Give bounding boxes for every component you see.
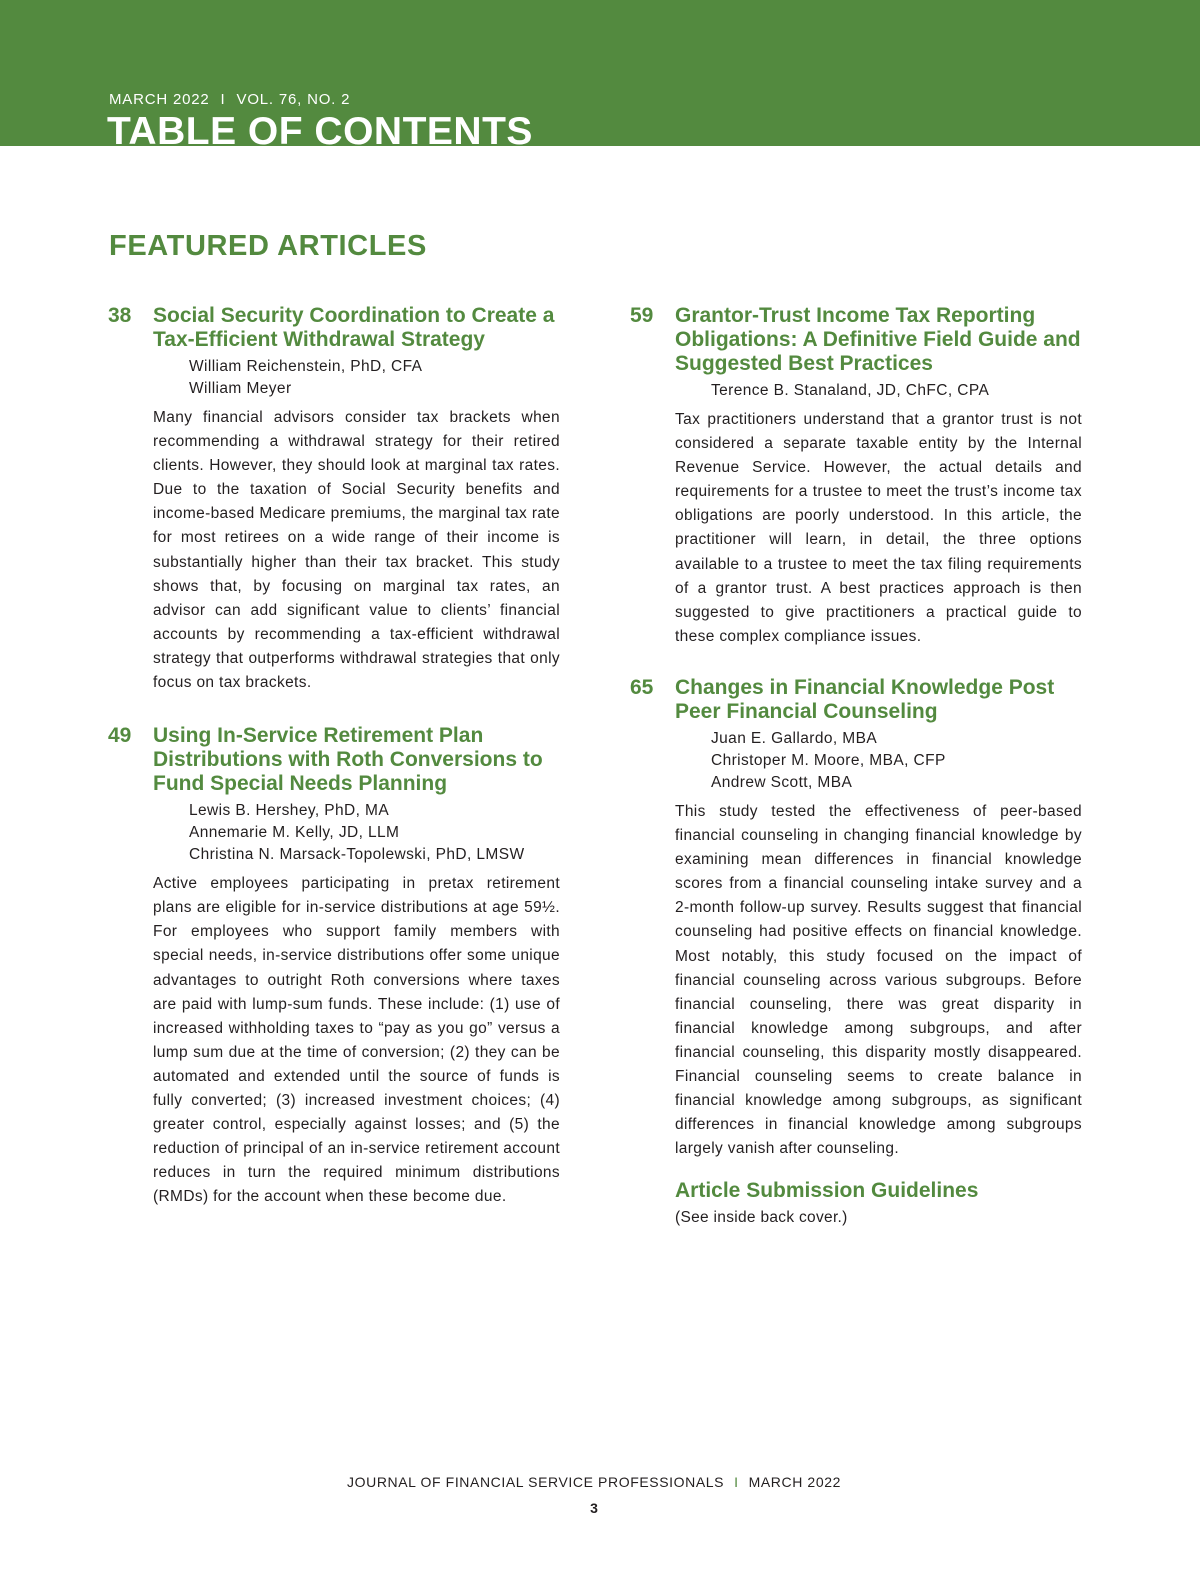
right-column xyxy=(630,304,1082,1229)
article-title[interactable]: Social Security Coordination to Create a Tax-Efficient Withdrawal Strategy xyxy=(153,304,555,351)
article-entry[interactable] xyxy=(630,304,1082,649)
article-abstract: Active employees participating in pretax retirement plans are eligible for in-service distributions at age 59½. For employees who support family members with special needs, in-service distributions offer some unique advantages to outright Roth conversions where taxes are paid with lump-sum funds. These include: (1) use of increased withholding taxes to “pay as you go” versus a lump sum due at the time of conversion; (2) they can be automated and extended until the source of funds is fully converted; (3) increased investment choices; (4) greater control, especially against losses; and (5) the reduction of principal of an in-service retirement account reduces in turn the required minimum distributions (RMDs) for the account when these become due. xyxy=(153,875,560,1206)
author-name: Christina N. Marsack-Topolewski, PhD, LMSW xyxy=(189,846,525,864)
article-abstract: Many financial advisors consider tax brackets when recommending a withdrawal strategy for their retired clients. However, they should look at marginal tax rates. Due to the taxation of Social Security benefits and income-based Medicare premiums, the marginal tax rate for most retirees on a wide range of their income is substantially higher than their tax bracket. This study shows that, by focusing on marginal tax rates, an advisor can add significant value to clients’ financial accounts by recommending a tax-efficient withdrawal strategy that outperforms withdrawal strategies that only focus on tax brackets. xyxy=(153,409,560,692)
issue-line xyxy=(109,91,350,108)
article-authors xyxy=(153,800,560,866)
footer-separator: I xyxy=(734,1474,739,1490)
issue-date: MARCH 2022 xyxy=(109,91,210,108)
author-name: Andrew Scott, MBA xyxy=(711,773,853,791)
article-page-number: 59 xyxy=(630,304,654,327)
author-name: William Meyer xyxy=(189,380,292,397)
author-name: Lewis B. Hershey, PhD, MA xyxy=(189,802,390,820)
page-title: TABLE OF CONTENTS xyxy=(107,110,533,146)
article-title[interactable]: Using In-Service Retirement Plan Distributions with Roth Conversions to Fund Special Needs Planning xyxy=(153,724,543,796)
author-name: Terence B. Stanaland, JD, ChFC, CPA xyxy=(711,382,990,399)
article-entry[interactable] xyxy=(108,724,560,1209)
submission-guidelines-note: (See inside back cover.) xyxy=(675,1209,848,1227)
article-entry[interactable] xyxy=(108,304,560,695)
author-name: Annemarie M. Kelly, JD, LLM xyxy=(189,824,400,842)
article-title[interactable]: Grantor-Trust Income Tax Reporting Obligations: A Definitive Field Guide and Suggested Best Practices xyxy=(675,304,1081,375)
article-abstract: Tax practitioners understand that a grantor trust is not considered a separate taxable entity by the Internal Revenue Service. However, the actual details and requirements for a trustee to meet the trust’s income tax obligations are poorly understood. In this article, the practitioner will learn, in detail, the three options available to a trustee to meet the tax filing requirements of a grantor trust. A best practices approach is then suggested to give practitioners a practical guide to these complex compliance issues. xyxy=(675,411,1082,645)
author-name: Christoper M. Moore, MBA, CFP xyxy=(711,751,946,769)
article-authors xyxy=(675,728,1082,794)
submission-guidelines-title[interactable]: Article Submission Guidelines xyxy=(675,1179,979,1203)
section-heading: FEATURED ARTICLES xyxy=(109,230,427,262)
article-page-number: 49 xyxy=(108,724,132,748)
article-page-number: 65 xyxy=(630,675,654,699)
article-abstract: This study tested the effectiveness of peer-based financial counseling in changing financial knowledge by examining mean differences in financial knowledge scores from a financial counseling intake survey and a 2-month follow-up survey. Results suggest that financial counseling had positive effects on financial knowledge. Most notably, this study focused on the impact of financial counseling across various subgroups. Before financial counseling, there was great disparity in financial knowledge among subgroups, and after financial counseling, this disparity mostly disappeared. Financial counseling seems to create balance in financial knowledge among subgroups, as significant differences in financial knowledge among subgroups largely vanish after counseling. xyxy=(675,802,1082,1158)
author-name: Juan E. Gallardo, MBA xyxy=(711,729,878,747)
footer-date: MARCH 2022 xyxy=(748,1474,841,1490)
article-authors xyxy=(153,356,560,400)
article-authors xyxy=(675,380,1082,402)
article-entry[interactable] xyxy=(630,676,1082,1161)
running-footer xyxy=(0,1474,1188,1490)
submission-guidelines[interactable] xyxy=(630,1179,1082,1229)
page-number: 3 xyxy=(590,1500,598,1516)
volume-number: VOL. 76, NO. 2 xyxy=(236,91,351,108)
author-name: William Reichenstein, PhD, CFA xyxy=(189,358,423,375)
article-title[interactable]: Changes in Financial Knowledge Post Peer Financial Counseling xyxy=(675,675,1055,723)
header-band xyxy=(0,0,1200,146)
article-page-number: 38 xyxy=(108,304,132,327)
issue-separator: I xyxy=(220,91,226,108)
left-column xyxy=(108,304,560,1209)
journal-name: JOURNAL OF FINANCIAL SERVICE PROFESSIONALS xyxy=(347,1474,725,1490)
